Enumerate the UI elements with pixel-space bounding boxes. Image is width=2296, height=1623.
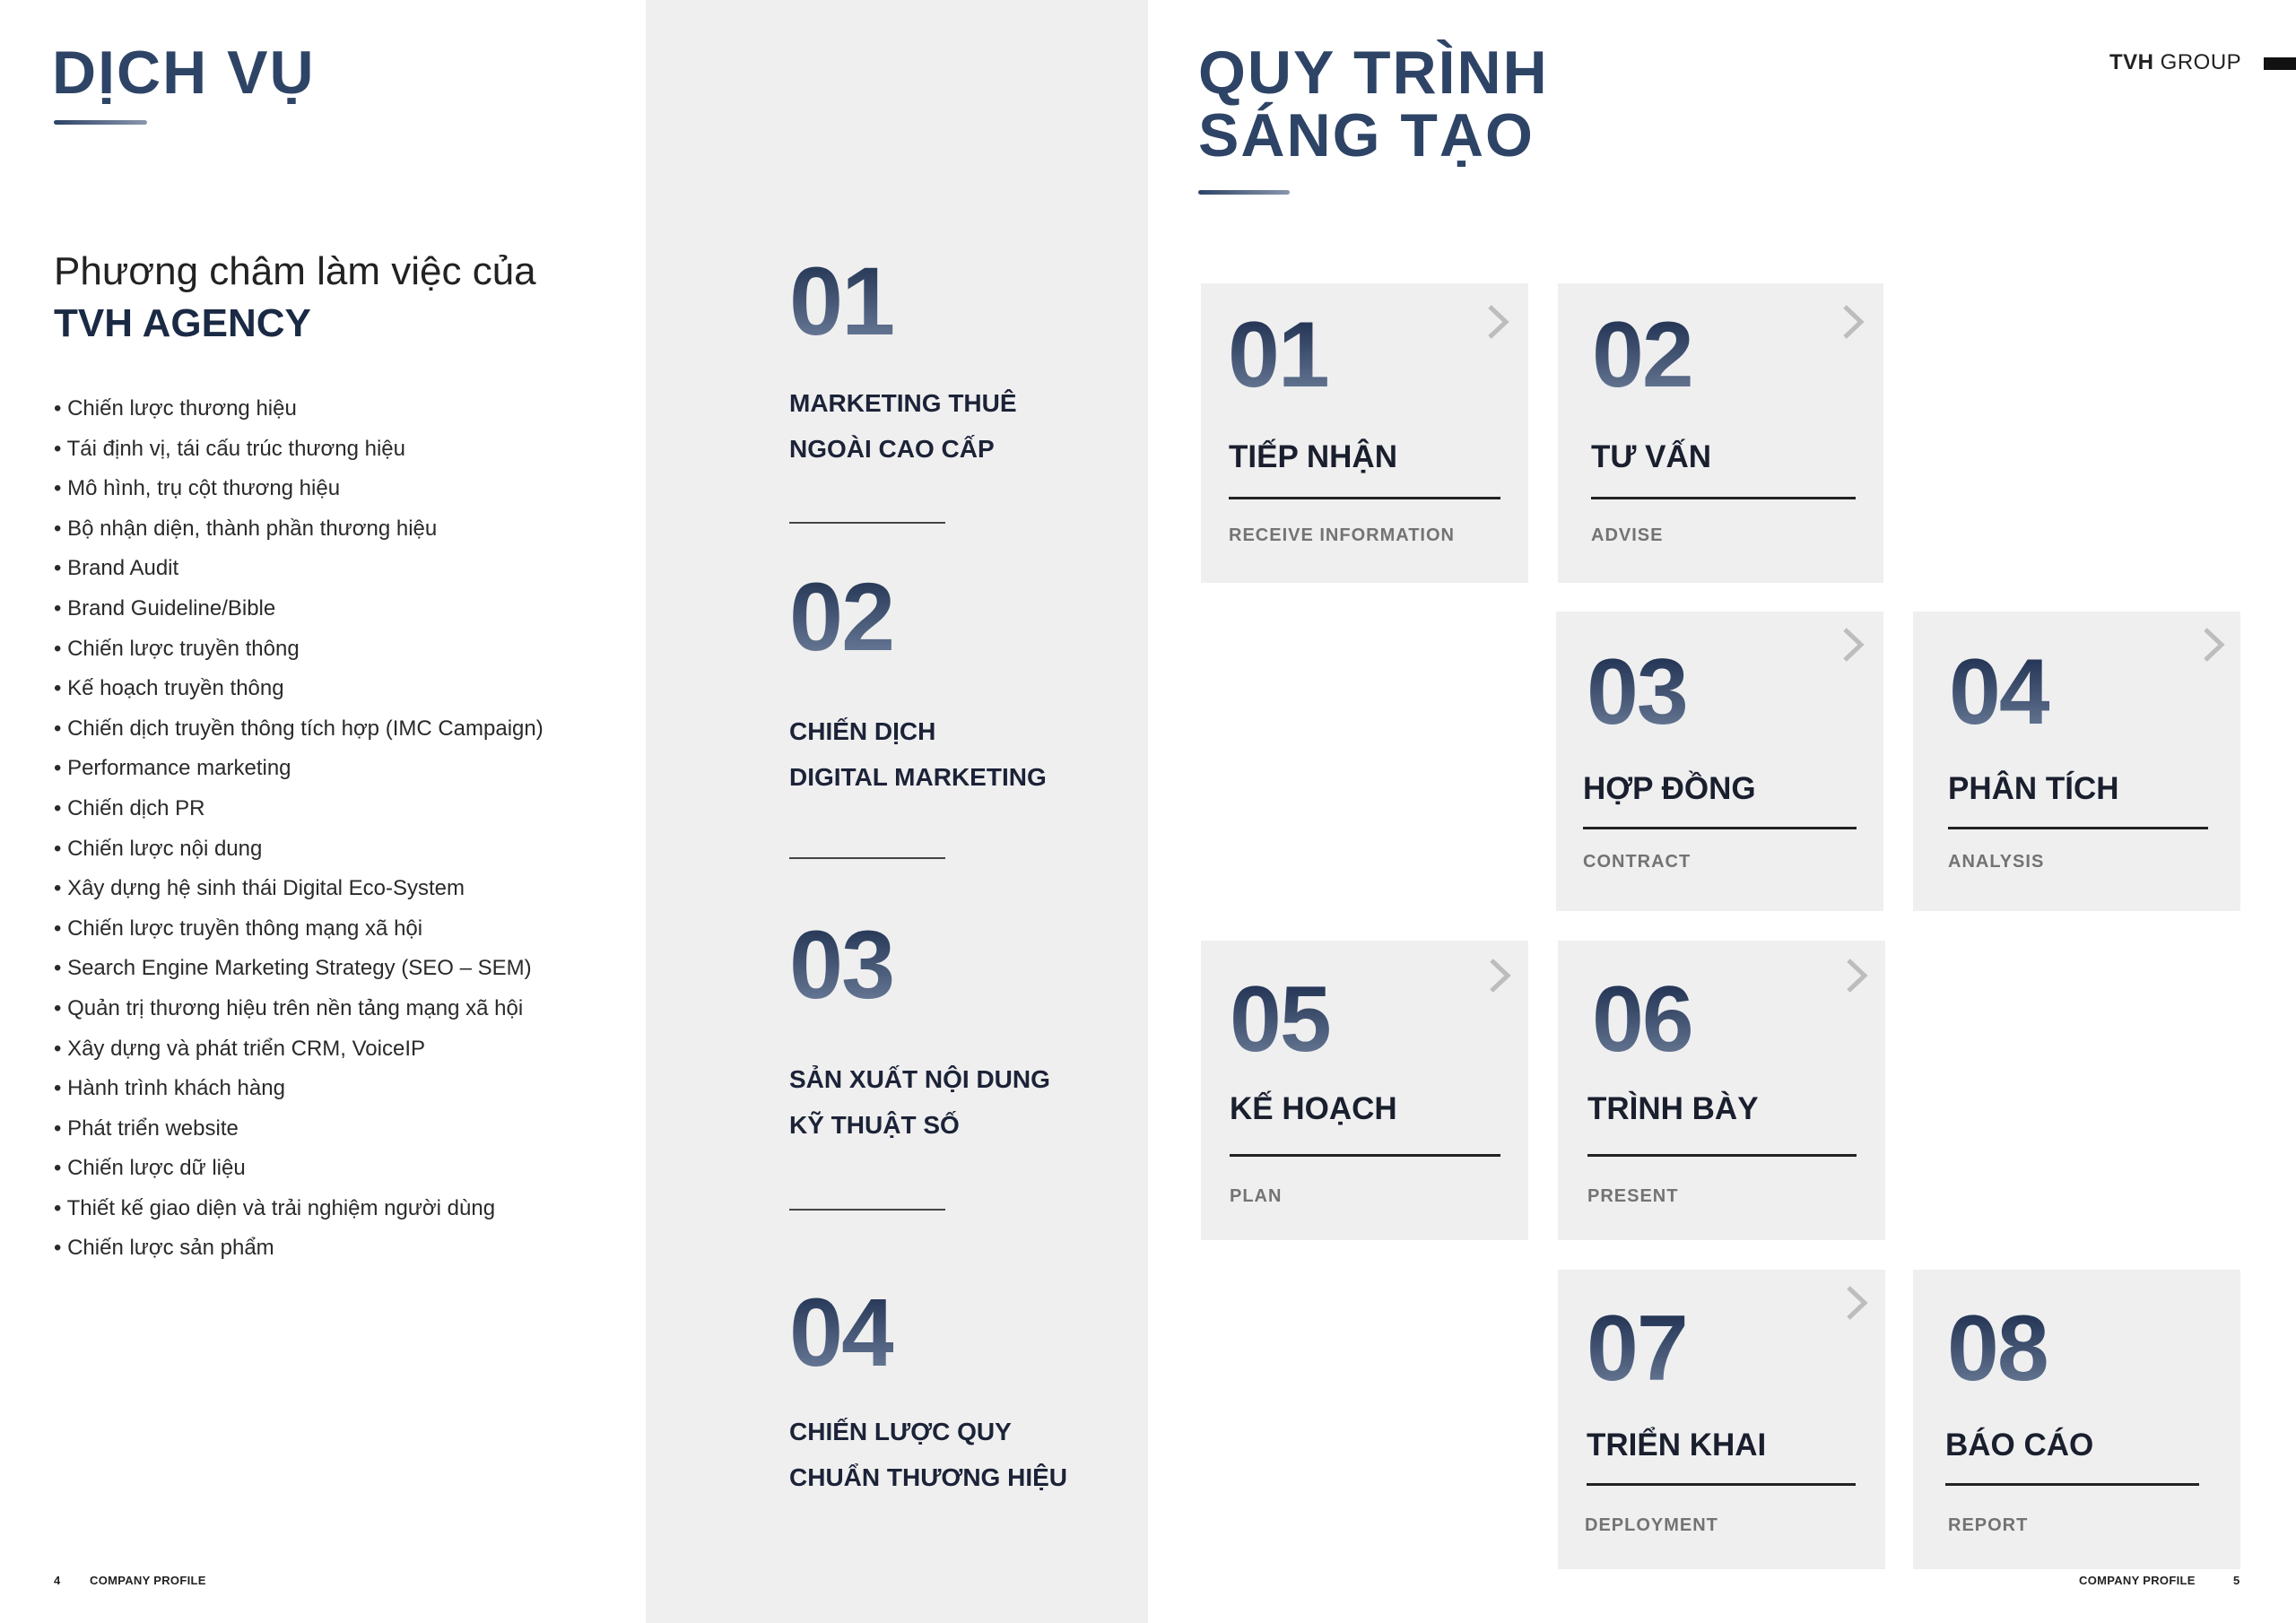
- step-number: 04: [1949, 640, 2049, 744]
- process-card: [1913, 612, 2240, 911]
- footer-label-right: COMPANY PROFILE: [2079, 1574, 2196, 1587]
- service-label-line-2: KỸ THUẬT SỐ: [789, 1111, 960, 1139]
- chevron-right-icon: [1838, 626, 1870, 664]
- service-list-item: • Xây dựng hệ sinh thái Digital Eco-System: [54, 869, 544, 909]
- service-list-item: • Thiết kế giao diện và trải nghiệm người dùng: [54, 1189, 544, 1229]
- brand-bold: TVH: [2109, 50, 2154, 74]
- step-title: TRIỂN KHAI: [1587, 1428, 1767, 1462]
- service-list-item: • Xây dựng và phát triển CRM, VoiceIP: [54, 1029, 544, 1070]
- step-subtitle: RECEIVE INFORMATION: [1229, 525, 1455, 545]
- service-label-line-1: CHIẾN DỊCH: [789, 717, 936, 745]
- step-number: 07: [1587, 1297, 1687, 1401]
- step-title: KẾ HOẠCH: [1230, 1091, 1397, 1126]
- service-list-item: • Chiến lược sản phẩm: [54, 1228, 544, 1269]
- step-subtitle: PRESENT: [1587, 1186, 1679, 1206]
- process-title-line-2: SÁNG TẠO: [1198, 101, 1535, 169]
- service-divider: [789, 522, 945, 524]
- step-number: 05: [1230, 968, 1330, 1072]
- service-list-item: • Chiến lược truyền thông: [54, 629, 544, 670]
- service-divider: [789, 1209, 945, 1211]
- chevron-right-icon: [1838, 303, 1870, 341]
- step-subtitle: DEPLOYMENT: [1585, 1515, 1718, 1535]
- chevron-right-icon: [2198, 626, 2231, 664]
- process-title-line-1: QUY TRÌNH: [1198, 39, 1549, 107]
- step-title: PHÂN TÍCH: [1948, 771, 2119, 806]
- step-title: TƯ VẤN: [1591, 439, 1712, 474]
- step-divider: [1583, 827, 1857, 829]
- step-number: 03: [1587, 640, 1687, 744]
- brand-name: [2109, 50, 2241, 75]
- step-divider: [1591, 497, 1856, 499]
- brand-rest: GROUP: [2153, 50, 2242, 74]
- process-card: [1556, 612, 1883, 911]
- chevron-right-icon: [1841, 957, 1874, 994]
- step-title: TIẾP NHẬN: [1229, 439, 1397, 474]
- service-list-item: • Chiến dịch PR: [54, 789, 544, 829]
- chevron-right-icon: [1484, 957, 1517, 994]
- process-card: [1201, 941, 1528, 1240]
- step-divider: [1945, 1483, 2199, 1486]
- step-divider: [1229, 497, 1500, 499]
- step-subtitle: REPORT: [1948, 1515, 2029, 1535]
- process-card: [1201, 283, 1528, 583]
- service-list-item: • Chiến lược dữ liệu: [54, 1149, 544, 1189]
- services-column: [646, 0, 1148, 1623]
- process-card: [1913, 1270, 2240, 1569]
- service-divider: [789, 857, 945, 859]
- page-title-dich-vu: DỊCH VỤ: [52, 39, 316, 107]
- service-list-item: • Hành trình khách hàng: [54, 1069, 544, 1109]
- service-list-item: • Mô hình, trụ cột thương hiệu: [54, 469, 544, 509]
- service-list-item: • Quản trị thương hiệu trên nền tảng mạng xã hội: [54, 989, 544, 1029]
- chevron-right-icon: [1841, 1284, 1874, 1322]
- service-list-item: • Chiến dịch truyền thông tích hợp (IMC Campaign): [54, 709, 544, 750]
- service-list-item: • Chiến lược truyền thông mạng xã hội: [54, 909, 544, 950]
- footer-page-number-left: 4: [54, 1574, 61, 1587]
- service-list-item: • Tái định vị, tái cấu trúc thương hiệu: [54, 430, 544, 470]
- title-underline: [54, 120, 147, 125]
- service-label-line-2: CHUẨN THƯƠNG HIỆU: [789, 1463, 1067, 1491]
- step-number: 06: [1592, 968, 1692, 1072]
- service-list-item: • Brand Audit: [54, 549, 544, 589]
- service-list-item: • Kế hoạch truyền thông: [54, 669, 544, 709]
- service-label-line-1: SẢN XUẤT NỘI DUNG: [789, 1065, 1050, 1093]
- brand-bar: [2264, 57, 2296, 70]
- service-number: 03: [789, 910, 894, 1019]
- step-number: 02: [1592, 303, 1692, 407]
- step-title: BÁO CÁO: [1945, 1428, 2094, 1462]
- service-list-item: • Chiến lược nội dung: [54, 829, 544, 870]
- service-number: 02: [789, 562, 894, 671]
- step-divider: [1587, 1483, 1856, 1486]
- step-title: TRÌNH BÀY: [1587, 1091, 1759, 1126]
- step-subtitle: ADVISE: [1591, 525, 1664, 545]
- footer-label-left: COMPANY PROFILE: [90, 1574, 206, 1587]
- process-card: [1558, 283, 1883, 583]
- step-subtitle: ANALYSIS: [1948, 852, 2045, 872]
- service-list-item: • Brand Guideline/Bible: [54, 589, 544, 629]
- service-label-line-2: DIGITAL MARKETING: [789, 763, 1047, 791]
- step-divider: [1948, 827, 2208, 829]
- step-divider: [1230, 1154, 1500, 1157]
- service-label-line-2: NGOÀI CAO CẤP: [789, 435, 995, 463]
- service-list-item: • Bộ nhận diện, thành phần thương hiệu: [54, 509, 544, 550]
- process-card: [1558, 941, 1885, 1240]
- service-list-item: • Search Engine Marketing Strategy (SEO – SEM): [54, 949, 544, 989]
- service-label-line-1: CHIẾN LƯỢC QUY: [789, 1418, 1012, 1445]
- chevron-right-icon: [1483, 303, 1515, 341]
- step-subtitle: CONTRACT: [1583, 852, 1692, 872]
- service-list-item: • Chiến lược thương hiệu: [54, 389, 544, 430]
- service-list-item: • Phát triển website: [54, 1109, 544, 1150]
- step-number: 08: [1947, 1297, 2048, 1401]
- motto-line-2: TVH AGENCY: [54, 301, 311, 345]
- service-label-line-1: MARKETING THUÊ: [789, 389, 1017, 417]
- process-card: [1558, 1270, 1885, 1569]
- step-divider: [1587, 1154, 1857, 1157]
- process-title-underline: [1198, 190, 1290, 195]
- step-subtitle: PLAN: [1230, 1186, 1283, 1206]
- footer-page-number-right: 5: [2233, 1574, 2240, 1587]
- service-list-item: • Performance marketing: [54, 749, 544, 789]
- service-number: 01: [789, 247, 894, 355]
- service-number: 04: [789, 1278, 894, 1386]
- services-list: [54, 389, 544, 1269]
- motto-line-1: Phương châm làm việc của: [54, 249, 536, 293]
- step-title: HỢP ĐỒNG: [1583, 771, 1756, 806]
- step-number: 01: [1228, 303, 1328, 407]
